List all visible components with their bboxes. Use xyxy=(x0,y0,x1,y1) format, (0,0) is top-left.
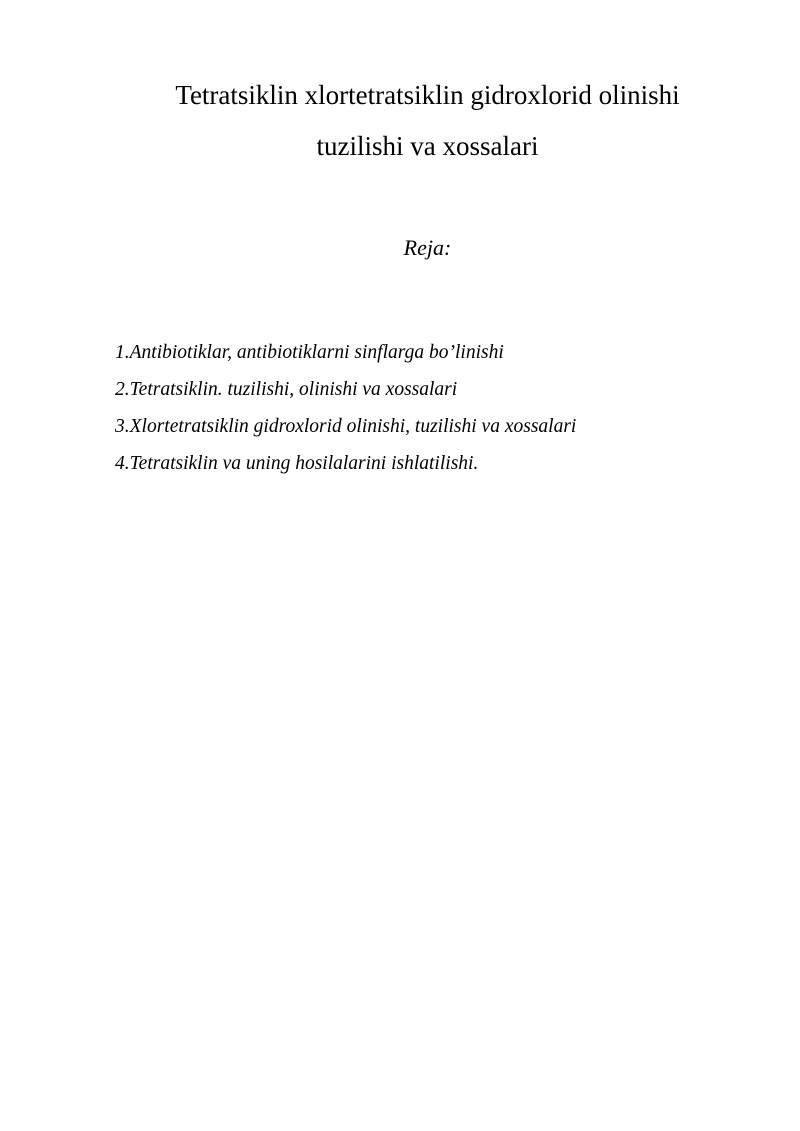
plan-list xyxy=(115,334,576,482)
plan-item: 1.Antibiotiklar, antibiotiklarni sinflarga bo’linishi xyxy=(115,342,504,363)
plan-heading: Reja: xyxy=(403,235,452,260)
document-title-line-2: tuzilishi va xossalari xyxy=(316,131,539,161)
document-title-line-1: Tetratsiklin xlortetratsiklin gidroxlorid olinishi xyxy=(175,80,680,110)
plan-item: 2.Tetratsiklin. tuzilishi, olinishi va xossalari xyxy=(115,379,458,400)
plan-item: 3.Xlortetratsiklin gidroxlorid olinishi, tuzilishi va xossalari xyxy=(115,416,577,437)
plan-item: 4.Tetratsiklin va uning hosilalarini ishlatilishi. xyxy=(115,453,479,474)
